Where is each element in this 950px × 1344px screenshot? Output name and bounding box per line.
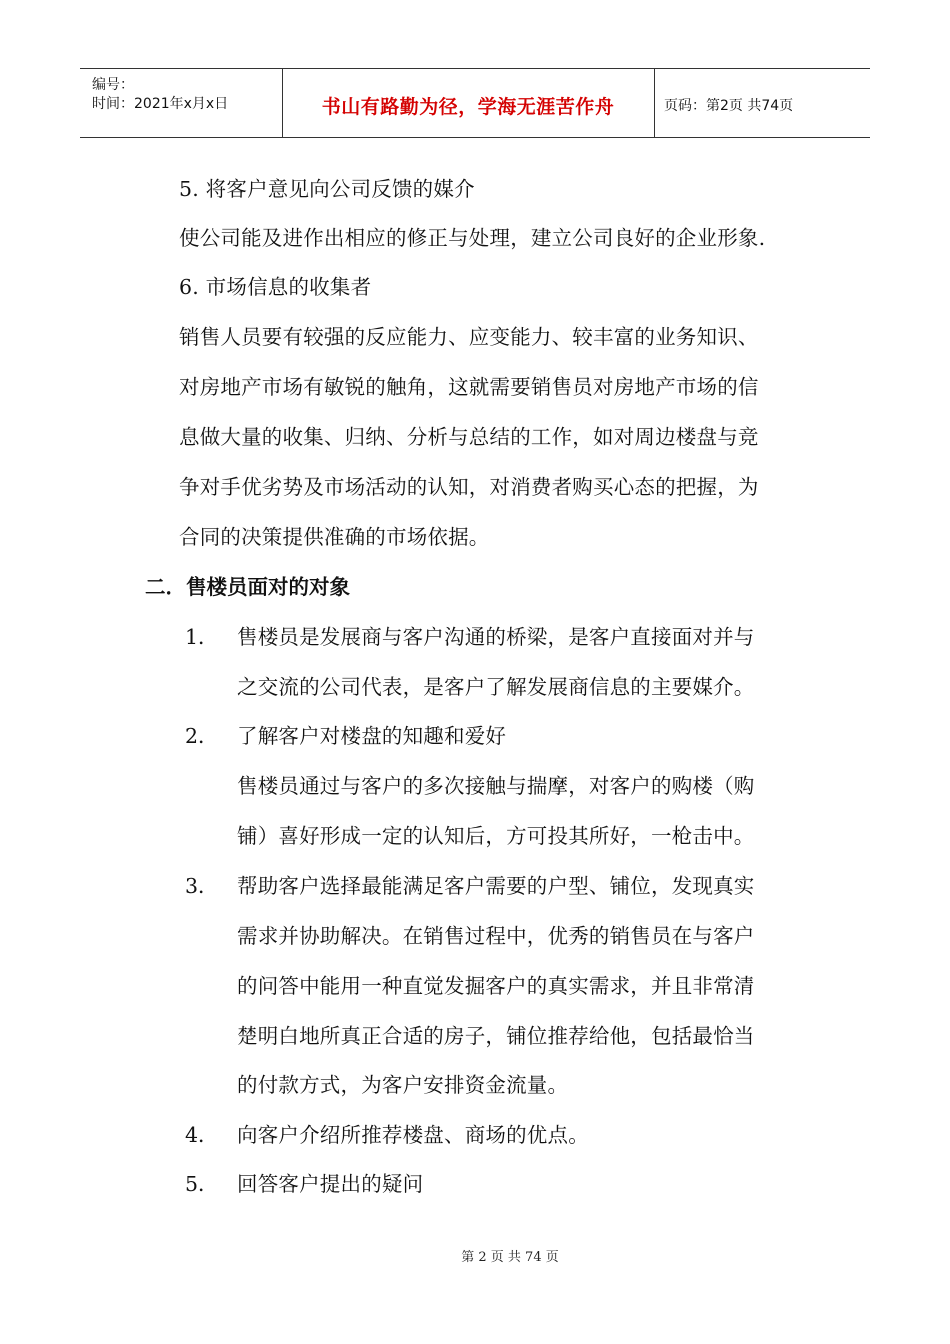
list-number: 1． <box>185 625 219 649</box>
header-page-cell <box>654 69 870 137</box>
header-info-cell <box>80 69 283 137</box>
paragraph-line: 合同的决策提供准确的市场依据。 <box>179 525 490 549</box>
list-item-line: 铺）喜好形成一定的认知后，方可投其所好，一枪击中。 <box>237 824 755 848</box>
list-item-line: 回答客户提出的疑问 <box>237 1172 424 1196</box>
list-item-line: 帮助客户选择最能满足客户需要的户型、铺位，发现真实 <box>237 874 755 898</box>
list-item-line: 了解客户对楼盘的知趣和爱好 <box>237 724 507 748</box>
paragraph-line: 销售人员要有较强的反应能力、应变能力、较丰富的业务知识、 <box>179 325 759 349</box>
date-label: 时间：2021年x月x日 <box>92 96 229 112</box>
item6-title: 6. 市场信息的收集者 <box>179 275 372 299</box>
page-header <box>80 68 870 138</box>
list-number: 3． <box>185 874 219 898</box>
list-number: 5． <box>185 1172 219 1196</box>
page-footer: 第 2 页 共 74 页 <box>461 1250 559 1265</box>
list-item-line: 售楼员是发展商与客户沟通的桥梁，是客户直接面对并与 <box>237 625 755 649</box>
list-item-line: 售楼员通过与客户的多次接触与揣摩，对客户的购楼（购 <box>237 774 755 798</box>
list-item-line: 向客户介绍所推荐楼盘、商场的优点。 <box>237 1123 589 1147</box>
list-item-line: 的付款方式，为客户安排资金流量。 <box>237 1073 569 1097</box>
section-heading: 二．售楼员面对的对象 <box>145 575 350 599</box>
list-number: 2． <box>185 724 219 748</box>
item5-title: 5. 将客户意见向公司反馈的媒介 <box>179 177 475 201</box>
paragraph-line: 争对手优劣势及市场活动的认知，对消费者购买心态的把握，为 <box>179 475 759 499</box>
list-number: 4． <box>185 1123 219 1147</box>
header-motto-cell <box>282 69 655 137</box>
list-item-line: 楚明白地所真正合适的房子，铺位推荐给他，包括最恰当 <box>237 1024 755 1048</box>
page-info: 页码：第2页 共74页 <box>664 98 794 114</box>
list-item-line: 的问答中能用一种直觉发掘客户的真实需求，并且非常清 <box>237 974 755 998</box>
paragraph-line: 对房地产市场有敏锐的触角，这就需要销售员对房地产市场的信 <box>179 375 759 399</box>
serial-label: 编号： <box>92 77 134 93</box>
motto: 书山有路勤为径，学海无涯苦作舟 <box>321 96 615 118</box>
list-item-line: 需求并协助解决。在销售过程中，优秀的销售员在与客户 <box>237 924 755 948</box>
list-item-line: 之交流的公司代表，是客户了解发展商信息的主要媒介。 <box>237 675 755 699</box>
item5-text: 使公司能及进作出相应的修正与处理，建立公司良好的企业形象. <box>179 226 766 250</box>
paragraph-line: 息做大量的收集、归纳、分析与总结的工作，如对周边楼盘与竞 <box>179 425 759 449</box>
